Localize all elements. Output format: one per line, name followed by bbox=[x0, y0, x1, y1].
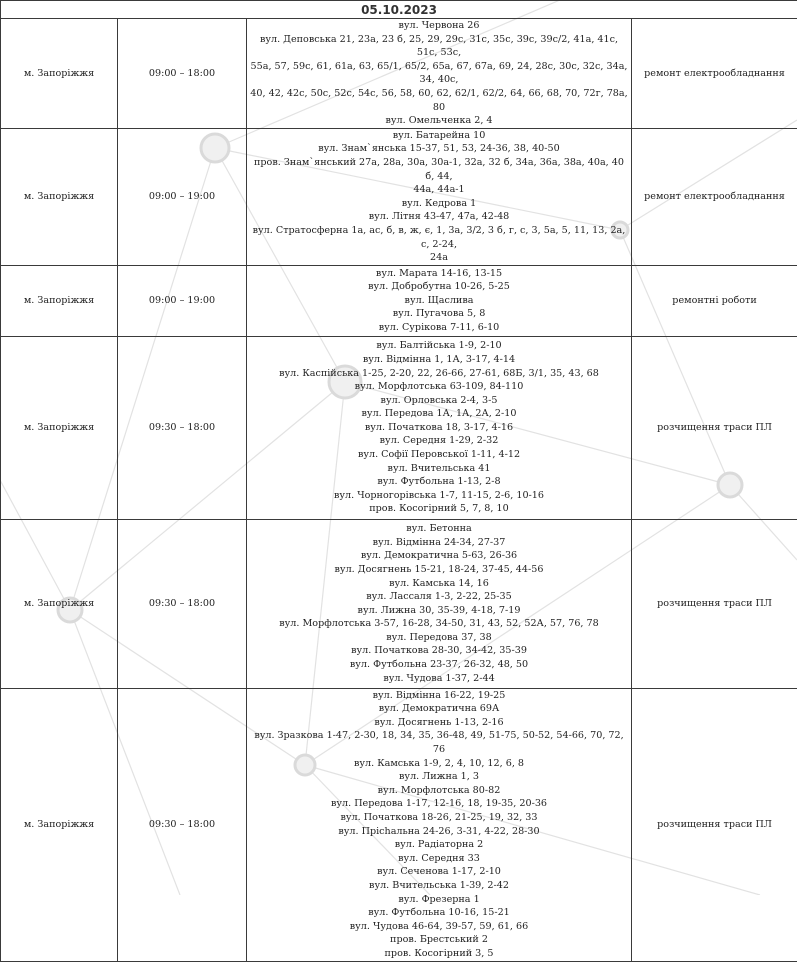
address-line: вул. Батарейна 10 bbox=[249, 129, 629, 143]
address-line: вул. Футбольна 10-16, 15-21 bbox=[249, 906, 629, 920]
work-type-cell: розчищення траси ПЛ bbox=[632, 336, 797, 519]
table-row bbox=[1, 519, 797, 688]
addresses-cell bbox=[247, 688, 632, 961]
addresses-cell bbox=[247, 265, 632, 336]
city-cell: м. Запоріжжя bbox=[1, 265, 118, 336]
address-line: вул. Марата 14-16, 13-15 bbox=[249, 267, 629, 281]
city-cell: м. Запоріжжя bbox=[1, 519, 118, 688]
address-line: вул. Морфлотська 3-57, 16-28, 34-50, 31, 43, 52, 52А, 57, 76, 78 bbox=[249, 617, 629, 631]
table-row bbox=[1, 265, 797, 336]
addresses-cell bbox=[247, 19, 632, 129]
address-line: вул. Лижна 30, 35-39, 4-18, 7-19 bbox=[249, 604, 629, 618]
address-line: вул. Лассаля 1-3, 2-22, 25-35 bbox=[249, 590, 629, 604]
address-line: вул. Червона 26 bbox=[249, 19, 629, 33]
address-line: вул. Сурікова 7-11, 6-10 bbox=[249, 321, 629, 335]
address-line: вул. Знам`янська 15-37, 51, 53, 24-36, 38, 40-50 bbox=[249, 142, 629, 156]
address-line: вул. Софії Перовської 1-11, 4-12 bbox=[249, 448, 629, 462]
address-line: пров. Брестський 2 bbox=[249, 933, 629, 947]
address-line: вул. Прichальна 24-26, 3-31, 4-22, 28-30 bbox=[249, 825, 629, 839]
addresses-cell bbox=[247, 519, 632, 688]
addresses-cell bbox=[247, 336, 632, 519]
address-line: вул. Деповська 21, 23а, 23 б, 25, 29, 29с, 31с, 35с, 39с, 39с/2, 41а, 41с, 51с, 53с, bbox=[249, 33, 629, 60]
address-line: вул. Вчительська 1-39, 2-42 bbox=[249, 879, 629, 893]
table-row bbox=[1, 336, 797, 519]
address-line: вул. Камська 14, 16 bbox=[249, 577, 629, 591]
address-line: вул. Відмінна 24-34, 27-37 bbox=[249, 536, 629, 550]
work-type-cell: розчищення траси ПЛ bbox=[632, 519, 797, 688]
work-type-cell: розчищення траси ПЛ bbox=[632, 688, 797, 961]
table-row bbox=[1, 19, 797, 129]
address-line: вул. Чудова 1-37, 2-44 bbox=[249, 672, 629, 686]
city-cell: м. Запоріжжя bbox=[1, 19, 118, 129]
address-line: вул. Середня 33 bbox=[249, 852, 629, 866]
city-cell: м. Запоріжжя bbox=[1, 336, 118, 519]
time-cell: 09:30 – 18:00 bbox=[118, 688, 247, 961]
address-line: вул. Каспійська 1-25, 2-20, 22, 26-66, 27-61, 68Б, 3/1, 35, 43, 68 bbox=[249, 367, 629, 381]
address-line: вул. Футбольна 23-37, 26-32, 48, 50 bbox=[249, 658, 629, 672]
address-line: вул. Вчительська 41 bbox=[249, 462, 629, 476]
address-line: вул. Пугачова 5, 8 bbox=[249, 307, 629, 321]
date-header-row bbox=[1, 1, 797, 19]
address-line: вул. Камська 1-9, 2, 4, 10, 12, 6, 8 bbox=[249, 757, 629, 771]
time-cell: 09:00 – 18:00 bbox=[118, 19, 247, 129]
address-line: вул. Відмінна 1, 1А, 3-17, 4-14 bbox=[249, 353, 629, 367]
address-line: вул. Передова 1-17, 12-16, 18, 19-35, 20-36 bbox=[249, 797, 629, 811]
time-cell: 09:00 – 19:00 bbox=[118, 265, 247, 336]
address-line: вул. Досягнень 15-21, 18-24, 37-45, 44-56 bbox=[249, 563, 629, 577]
address-line: вул. Балтійська 1-9, 2-10 bbox=[249, 339, 629, 353]
address-line: вул. Зразкова 1-47, 2-30, 18, 34, 35, 36-48, 49, 51-75, 50-52, 54-66, 70, 72, 76 bbox=[249, 729, 629, 756]
address-line: вул. Футбольна 1-13, 2-8 bbox=[249, 475, 629, 489]
address-line: вул. Стратосферна 1а, ас, б, в, ж, є, 1, 3а, 3/2, 3 б, г, с, 3, 5а, 5, 11, 13, 2а, с, 2-24, bbox=[249, 224, 629, 251]
address-line: вул. Кедрова 1 bbox=[249, 197, 629, 211]
work-type-cell: ремонтні роботи bbox=[632, 265, 797, 336]
address-line: вул. Чорногорівська 1-7, 11-15, 2-6, 10-16 bbox=[249, 489, 629, 503]
address-line: вул. Сеченова 1-17, 2-10 bbox=[249, 865, 629, 879]
time-cell: 09:30 – 18:00 bbox=[118, 519, 247, 688]
address-line: вул. Добробутна 10-26, 5-25 bbox=[249, 280, 629, 294]
city-cell: м. Запоріжжя bbox=[1, 128, 118, 265]
table-row bbox=[1, 688, 797, 961]
work-type-cell: ремонт електрообладнання bbox=[632, 19, 797, 129]
address-line: вул. Лижна 1, 3 bbox=[249, 770, 629, 784]
address-line: вул. Радіаторна 2 bbox=[249, 838, 629, 852]
address-line: вул. Морфлотська 80-82 bbox=[249, 784, 629, 798]
city-cell: м. Запоріжжя bbox=[1, 688, 118, 961]
address-line: вул. Початкова 18, 3-17, 4-16 bbox=[249, 421, 629, 435]
address-line: пров. Косогірний 3, 5 bbox=[249, 947, 629, 961]
address-line: вул. Досягнень 1-13, 2-16 bbox=[249, 716, 629, 730]
time-cell: 09:30 – 18:00 bbox=[118, 336, 247, 519]
address-line: вул. Чудова 46-64, 39-57, 59, 61, 66 bbox=[249, 920, 629, 934]
address-line: вул. Демократична 5-63, 26-36 bbox=[249, 549, 629, 563]
address-line: вул. Передова 1А, 1А, 2А, 2-10 bbox=[249, 407, 629, 421]
address-line: вул. Морфлотська 63-109, 84-110 bbox=[249, 380, 629, 394]
address-line: вул. Літня 43-47, 47а, 42-48 bbox=[249, 210, 629, 224]
address-line: вул. Початкова 28-30, 34-42, 35-39 bbox=[249, 644, 629, 658]
schedule-date: 05.10.2023 bbox=[1, 1, 797, 19]
address-line: 55а, 57, 59с, 61, 61а, 63, 65/1, 65/2, 65а, 67, 67а, 69, 24, 28с, 30с, 32с, 34а, 34, 40с, bbox=[249, 60, 629, 87]
address-line: вул. Передова 37, 38 bbox=[249, 631, 629, 645]
address-line: вул. Щаслива bbox=[249, 294, 629, 308]
table-row bbox=[1, 128, 797, 265]
address-line: вул. Фрезерна 1 bbox=[249, 893, 629, 907]
address-line: вул. Демократична 69А bbox=[249, 702, 629, 716]
address-line: 44а, 44а-1 bbox=[249, 183, 629, 197]
address-line: вул. Бетонна bbox=[249, 522, 629, 536]
address-line: 40, 42, 42с, 50с, 52с, 54с, 56, 58, 60, 62, 62/1, 62/2, 64, 66, 68, 70, 72г, 78а, 80 bbox=[249, 87, 629, 114]
work-type-cell: ремонт електрообладнання bbox=[632, 128, 797, 265]
addresses-cell bbox=[247, 128, 632, 265]
address-line: вул. Орловська 2-4, 3-5 bbox=[249, 394, 629, 408]
address-line: пров. Косогірний 5, 7, 8, 10 bbox=[249, 502, 629, 516]
time-cell: 09:00 – 19:00 bbox=[118, 128, 247, 265]
address-line: вул. Середня 1-29, 2-32 bbox=[249, 434, 629, 448]
address-line: вул. Омельченка 2, 4 bbox=[249, 114, 629, 128]
address-line: 24а bbox=[249, 251, 629, 265]
address-line: пров. Знам`янський 27а, 28а, 30а, 30а-1, 32а, 32 б, 34а, 36а, 38а, 40а, 40 б, 44, bbox=[249, 156, 629, 183]
address-line: вул. Початкова 18-26, 21-25, 19, 32, 33 bbox=[249, 811, 629, 825]
address-line: вул. Відмінна 16-22, 19-25 bbox=[249, 689, 629, 703]
